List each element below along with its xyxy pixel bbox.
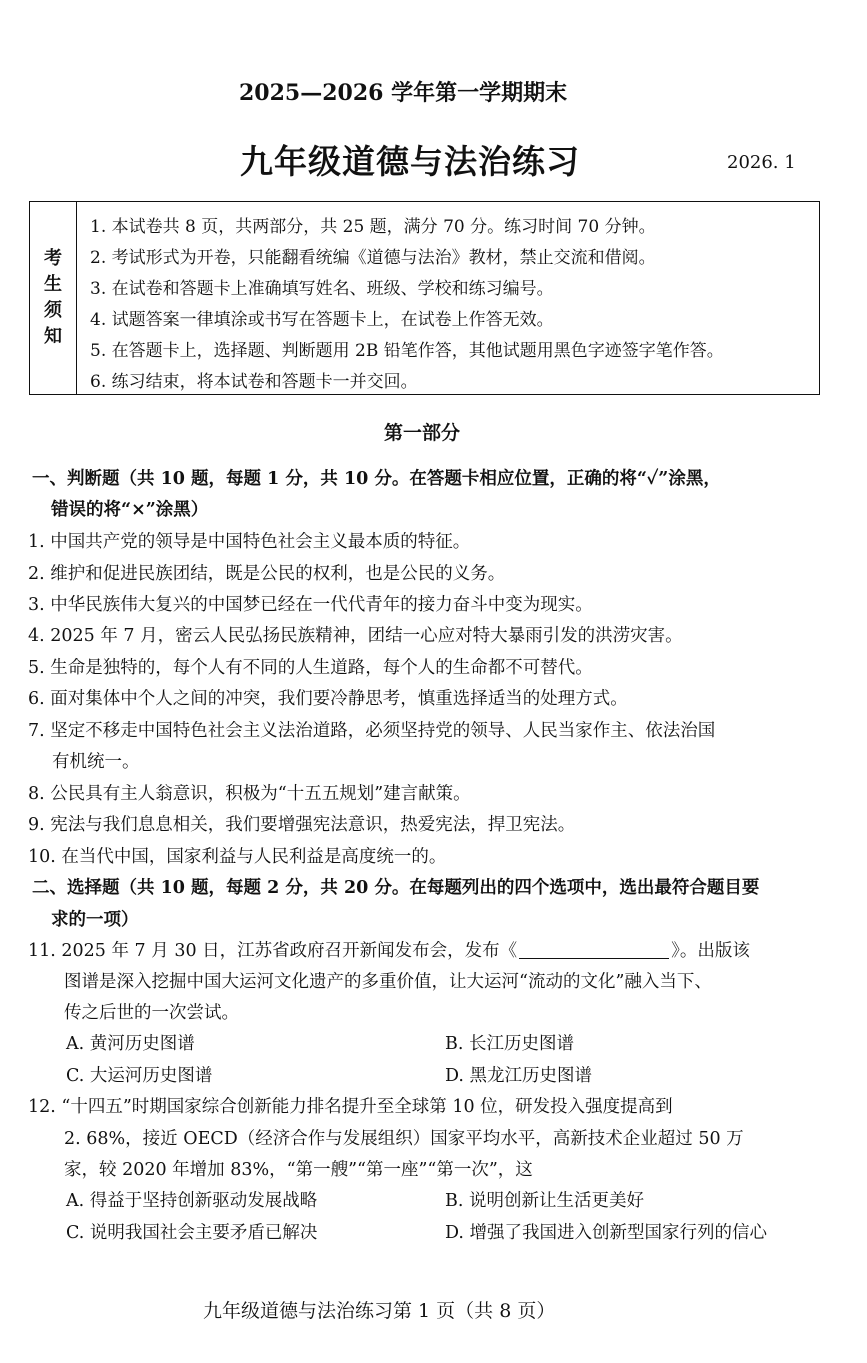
question-12-stem-cont: 家，较 2020 年增加 83%，“第一艘”“第一座”“第一次”，这 [64,1160,533,1180]
notice-item: 1. 本试卷共 8 页，共两部分，共 25 题，满分 70 分。练习时间 70 分钟。 [90,217,656,237]
judgement-item: 9. 宪法与我们息息相关，我们要增强宪法意识，热爱宪法，捍卫宪法。 [28,815,576,835]
notice-item: 5. 在答题卡上，选择题、判断题用 2B 铅笔作答，其他试题用黑色字迹签字笔作答。 [90,341,724,361]
judgement-item: 1. 中国共产党的领导是中国特色社会主义最本质的特征。 [28,532,471,552]
judgement-item: 8. 公民具有主人翁意识，积极为“十五五规划”建言献策。 [28,784,471,804]
choice-heading: 二、选择题（共 10 题，每题 2 分，共 20 分。在每题列出的四个选项中，选出最符合题目要 [32,878,760,898]
exam-term: 2025—2026 学年第一学期期末 [239,80,568,106]
question-12-stem-cont: 2. 68%，接近 OECD（经济合作与发展组织）国家平均水平，高新技术企业超过 50 万 [64,1129,744,1149]
question-11-stem-cont: 图谱是深入挖掘中国大运河文化遗产的多重价值，让大运河“流动的文化”融入当下、 [64,972,712,992]
page-footer: 九年级道德与法治练习第 1 页（共 8 页） [203,1300,556,1322]
notice-label-char: 知 [44,326,62,348]
judgement-item: 6. 面对集体中个人之间的冲突，我们要冷静思考，慎重选择适当的处理方式。 [28,689,628,709]
answer-blank [519,940,669,959]
question-11-text: 》。出版该 [671,941,750,961]
judgement-item: 2. 维护和促进民族团结，既是公民的权利，也是公民的义务。 [28,564,506,584]
question-12-stem: 12. “十四五”时期国家综合创新能力排名提升至全球第 10 位，研发投入强度提高到 [28,1097,673,1117]
notice-label [30,202,77,394]
notice-item: 6. 练习结束，将本试卷和答题卡一并交回。 [90,372,418,392]
exam-notice-box [29,201,820,395]
question-12-option-c: C. 说明我国社会主要矛盾已解决 [66,1223,318,1243]
question-11-option-a: A. 黄河历史图谱 [66,1034,195,1054]
judgement-item-cont: 有机统一。 [52,752,140,772]
question-11-stem-cont: 传之后世的一次尝试。 [64,1003,239,1023]
question-12-option-b: B. 说明创新让生活更美好 [445,1191,644,1211]
judgement-item: 4. 2025 年 7 月，密云人民弘扬民族精神，团结一心应对特大暴雨引发的洪涝灾害。 [28,626,683,646]
question-11-option-c: C. 大运河历史图谱 [66,1066,213,1086]
notice-item: 3. 在试卷和答题卡上准确填写姓名、班级、学校和练习编号。 [90,279,554,299]
judgement-item: 5. 生命是独特的，每个人有不同的人生道路，每个人的生命都不可替代。 [28,658,593,678]
question-12-option-d: D. 增强了我国进入创新型国家行列的信心 [445,1223,768,1243]
judgement-heading-cont: 错误的将“×”涂黑） [51,500,209,520]
judgement-heading: 一、判断题（共 10 题，每题 1 分，共 10 分。在答题卡相应位置，正确的将“✓”涂黑， [32,469,721,489]
notice-label-char: 须 [44,300,62,321]
judgement-item: 3. 中华民族伟大复兴的中国梦已经在一代代青年的接力奋斗中变为现实。 [28,595,593,615]
notice-item: 2. 考试形式为开卷，只能翻看统编《道德与法治》教材，禁止交流和借阅。 [90,248,656,268]
question-12-option-a: A. 得益于坚持创新驱动发展战略 [66,1191,318,1211]
judgement-item: 10. 在当代中国，国家利益与人民利益是高度统一的。 [28,847,447,867]
question-11-option-d: D. 黑龙江历史图谱 [445,1066,593,1086]
section-title-part1: 第一部分 [384,422,461,444]
question-11-text: 11. 2025 年 7 月 30 日，江苏省政府召开新闻发布会，发布《 [28,941,518,961]
question-11-option-b: B. 长江历史图谱 [445,1034,574,1054]
exam-date: 2026. 1 [727,152,796,173]
notice-item: 4. 试题答案一律填涂或书写在答题卡上，在试卷上作答无效。 [90,310,554,330]
choice-heading-cont: 求的一项） [51,910,139,930]
notice-label-char: 考 [44,247,62,269]
page-title: 九年级道德与法治练习 [240,142,580,181]
question-11-stem [28,937,750,962]
notice-label-char: 生 [44,273,62,295]
judgement-item: 7. 坚定不移走中国特色社会主义法治道路，必须坚持党的领导、人民当家作主、依法治国 [28,721,716,741]
